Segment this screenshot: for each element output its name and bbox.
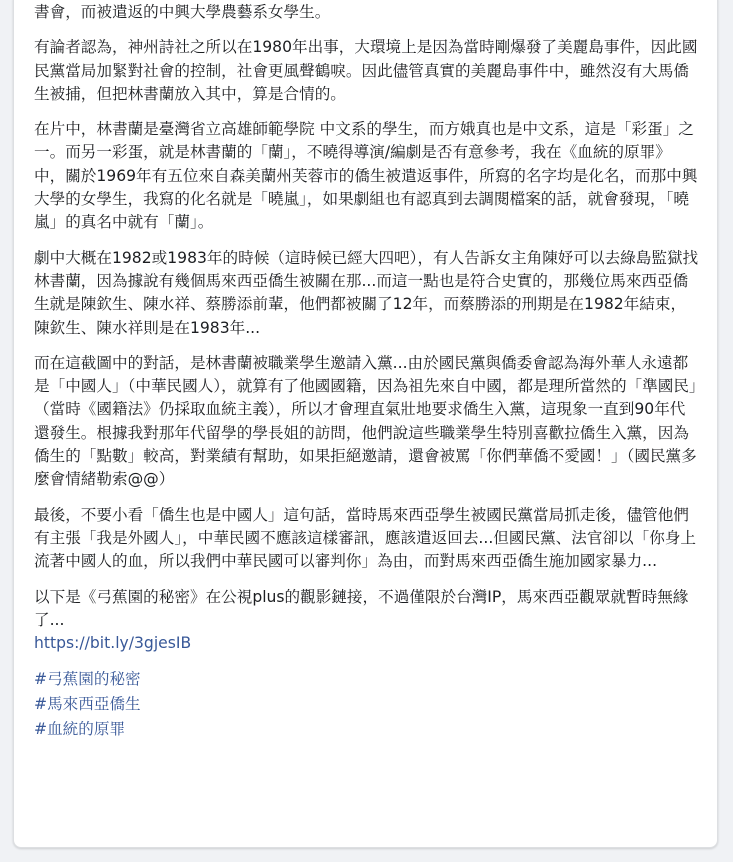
post-body <box>34 1 699 742</box>
hashtag-link[interactable]: #血統的原罪 <box>34 720 126 739</box>
post-paragraph: 最後，不要小看「僑生也是中國人」這句話，當時馬來西亞學生被國民黨當局抓走後，儘管他們有主張「我是外國人」，中華民國不應該這樣審訊，應該遣返回去...但國民黨、法官卻以「你身上流著中國人的血，所以我們中華民國可以審判你」為由，而對馬來西亞僑生施加國家暴力... <box>34 505 697 571</box>
hashtag-list <box>34 667 699 742</box>
post-card <box>13 0 718 848</box>
hashtag-link[interactable]: #弓蕉園的秘密 <box>34 670 141 689</box>
post-paragraph: 以下是《弓蕉園的秘密》在公視plus的觀影鏈接，不過僅限於台灣IP，馬來西亞觀眾就暫時無緣了... <box>34 587 689 629</box>
post-paragraph: 劇中大概在1982或1983年的時候（這時候已經大四吧），有人告訴女主角陳妤可以去綠島監獄找林書蘭，因為據說有幾個馬來西亞僑生被關在那...而這一點也是符合史實的，那幾位馬來西亞僑生就是陳欽生、陳水祥、蔡勝添前輩，他們都被關了12年，而蔡勝添的刑期是在1982年結束，陳欽生、陳水祥則是在1983年... <box>34 248 699 337</box>
post-paragraph: 而在這截圖中的對話，是林書蘭被職業學生邀請入黨...由於國民黨與僑委會認為海外華人永遠都是「中國人」（中華民國人），就算有了他國國籍，因為祖先來自中國，都是理所當然的「準國民」（當時《國籍法》仍採取血統主義），所以才會理直氣壯地要求僑生入黨，這現象一直到90年代還發生。根據我對那年代留學的學長姐的訪問，他們說這些職業學生特別喜歡拉僑生入黨，因為僑生的「點數」較高，對業績有幫助，如果拒絕邀請，還會被罵「你們華僑不愛國！」（國民黨多麼會情緒勒索@@） <box>34 353 697 489</box>
hashtag-link[interactable]: #馬來西亞僑生 <box>34 695 141 714</box>
external-link[interactable]: https://bit.ly/3gjesIB <box>34 634 192 653</box>
post-paragraph: 在片中，林書蘭是臺灣省立高雄師範學院 中文系的學生，而方娥真也是中文系，這是「彩蛋」之一。而另一彩蛋，就是林書蘭的「蘭」，不曉得導演/編劇是否有意參考，我在《血統的原罪》中，關於1969年有五位來自森美蘭州芙蓉市的僑生被遣返事件，所寫的名字均是化名，而那中興大學的女學生，我寫的化名就是「曉嵐」，如果劇組也有認真到去調閱檔案的話，就會發現，「曉嵐」的真名中就有「蘭」。 <box>34 120 698 232</box>
post-paragraph: 有論者認為，神州詩社之所以在1980年出事，大環境上是因為當時剛爆發了美麗島事件，因此國民黨當局加緊對社會的控制，社會更風聲鶴唳。因此儘管真實的美麗島事件中，雖然沒有大馬僑生被捕，但把林書蘭放入其中，算是合情的。 <box>34 38 698 103</box>
post-paragraph: 書會，而被遣返的中興大學農藝系女學生。 <box>34 3 331 21</box>
